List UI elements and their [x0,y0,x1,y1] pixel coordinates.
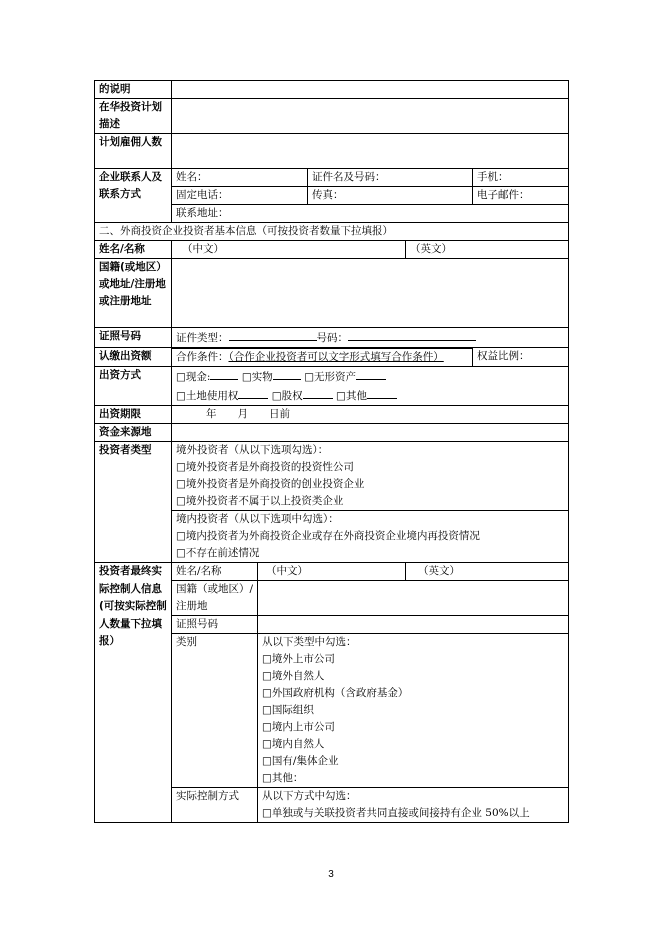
cert-num-blank[interactable] [348,328,476,341]
capital-label: 认缴出资额 [95,348,172,367]
controller-category-label: 类别 [172,634,258,788]
method-line-2 [176,386,565,405]
contact-email-field[interactable]: 电子邮件： [473,187,569,205]
row-description [95,81,569,99]
method-land-checkbox[interactable]: □土地使用权 [176,390,239,402]
category-title: 从以下类型中勾选： [262,636,357,648]
source-field[interactable] [172,424,569,442]
row-controller-name [95,563,569,581]
category-opt-listed-domestic[interactable]: □境内上市公司 [262,721,335,733]
contact-fax-field[interactable]: 传真： [308,187,473,205]
category-opt-foreign-gov[interactable]: □外国政府机构（含政府基金） [262,687,409,699]
source-label: 资金来源地 [95,424,172,442]
method-goods-checkbox[interactable]: □实物 [241,371,273,383]
description-label: 的说明 [95,81,172,99]
domestic-opt1-checkbox[interactable]: □境内投资者为外商投资企业或存在外商投资企业境内再投资情况 [176,530,480,542]
controller-method-label: 实际控制方式 [172,788,258,823]
row-cert [95,328,569,348]
row-nationality [95,259,569,328]
contact-phone-field[interactable]: 固定电话： [172,187,308,205]
term-field[interactable]: 年 月 日前 [172,406,569,424]
domestic-opt2-checkbox[interactable]: □不存在前述情况 [176,547,260,559]
row-contact-1 [95,169,569,187]
method-equity-checkbox[interactable]: □股权 [271,390,303,402]
controller-method-field [258,788,569,823]
name-en-field[interactable]: （英文） [406,241,569,259]
foreign-opt3-checkbox[interactable]: □境外投资者不属于以上投资类企业 [176,495,344,507]
category-opt-foreign-person[interactable]: □境外自然人 [262,670,325,682]
controller-en-field[interactable]: （英文） [406,563,569,581]
description-field[interactable] [172,81,569,99]
row-section2 [95,223,569,241]
hire-label: 计划雇佣人数 [95,134,172,169]
row-term [95,406,569,424]
controller-label: 投资者最终实际控制人信息(可按实际控制人数量下拉填报） [95,563,172,823]
nationality-label: 国籍(或地区）或地址/注册地或注册地址 [95,259,172,328]
coop-field[interactable] [172,349,473,367]
cert-field[interactable] [172,328,569,348]
method-intangible-blank[interactable] [356,367,386,380]
hire-field[interactable] [172,134,569,169]
method-other-checkbox[interactable]: □其他 [336,390,367,402]
term-label: 出资期限 [95,406,172,424]
domestic-title: 境内投资者（从以下选项中勾选）： [176,513,339,525]
method-goods-blank[interactable] [273,367,301,380]
row-type-foreign [95,442,569,511]
method-opt1-checkbox[interactable]: □单独或与关联投资者共同直接或间接持有企业 50%以上 [262,807,530,819]
method-equity-blank[interactable] [303,386,333,399]
category-opt-state-owned[interactable]: □国有/集体企业 [262,755,339,767]
row-source [95,424,569,442]
page-number: 3 [328,869,334,880]
method-cash-checkbox[interactable]: □现金: [176,371,211,383]
row-method [95,367,569,406]
nationality-field[interactable] [172,259,569,328]
method-title: 从以下方式中勾选： [262,790,357,802]
controller-name-label: 姓名/名称 [172,563,258,581]
controller-cn-field[interactable]: （中文） [258,563,406,581]
method-land-blank[interactable] [238,386,268,399]
contact-mobile-field[interactable]: 手机： [473,169,569,187]
foreign-opt2-checkbox[interactable]: □境外投资者是外商投资的创业投资企业 [176,478,365,490]
investment-form-table [94,80,569,823]
method-line-1 [176,367,565,386]
foreign-title: 境外投资者（从以下选项勾选）： [176,444,329,456]
row-plan [95,99,569,134]
contact-name-field[interactable]: 姓名： [172,169,308,187]
category-opt-other[interactable]: □其他： [262,772,304,784]
name-cn-field[interactable]: （中文） [172,241,406,259]
method-intangible-checkbox[interactable]: □无形资产 [304,371,356,383]
contact-label: 企业联系人及联系方式 [95,169,172,223]
domestic-investor-field [172,511,569,563]
cert-label: 证照号码 [95,328,172,348]
method-label: 出资方式 [95,367,172,406]
row-hire [95,134,569,169]
foreign-opt1-checkbox[interactable]: □境外投资者是外商投资的投资性公司 [176,461,354,473]
method-cash-blank[interactable] [210,367,238,380]
plan-field[interactable] [172,99,569,134]
category-opt-listed-foreign[interactable]: □境外上市公司 [262,653,335,665]
contact-id-field[interactable]: 证件名及号码： [308,169,473,187]
cert-num-text: 号码： [316,332,348,344]
contact-address-field[interactable]: 联系地址： [172,205,569,223]
controller-nationality-field[interactable] [258,581,569,616]
section2-heading: 二、外商投资企业投资者基本信息（可按投资者数量下拉填报） [95,223,569,241]
coop-prefix: 合作条件： [176,351,229,363]
coop-text: （合作企业投资者可以文字形式填写合作条件） [228,351,444,363]
equity-ratio-field[interactable]: 权益比例： [473,348,569,367]
name-label: 姓名/名称 [95,241,172,259]
category-opt-domestic-person[interactable]: □境内自然人 [262,738,325,750]
cert-type-blank[interactable] [229,328,317,341]
method-other-blank[interactable] [367,386,397,399]
category-opt-intl-org[interactable]: □国际组织 [262,704,314,716]
controller-nationality-label: 国籍（或地区）/注册地 [172,581,258,616]
row-name [95,241,569,259]
method-field[interactable] [172,367,569,406]
foreign-investor-field [172,442,569,511]
controller-cert-field[interactable] [258,616,569,634]
controller-category-field [258,634,569,788]
plan-label: 在华投资计划描述 [95,99,172,134]
cert-type-text: 证件类型： [176,332,229,344]
type-label: 投资者类型 [95,442,172,563]
controller-cert-label: 证照号码 [172,616,258,634]
